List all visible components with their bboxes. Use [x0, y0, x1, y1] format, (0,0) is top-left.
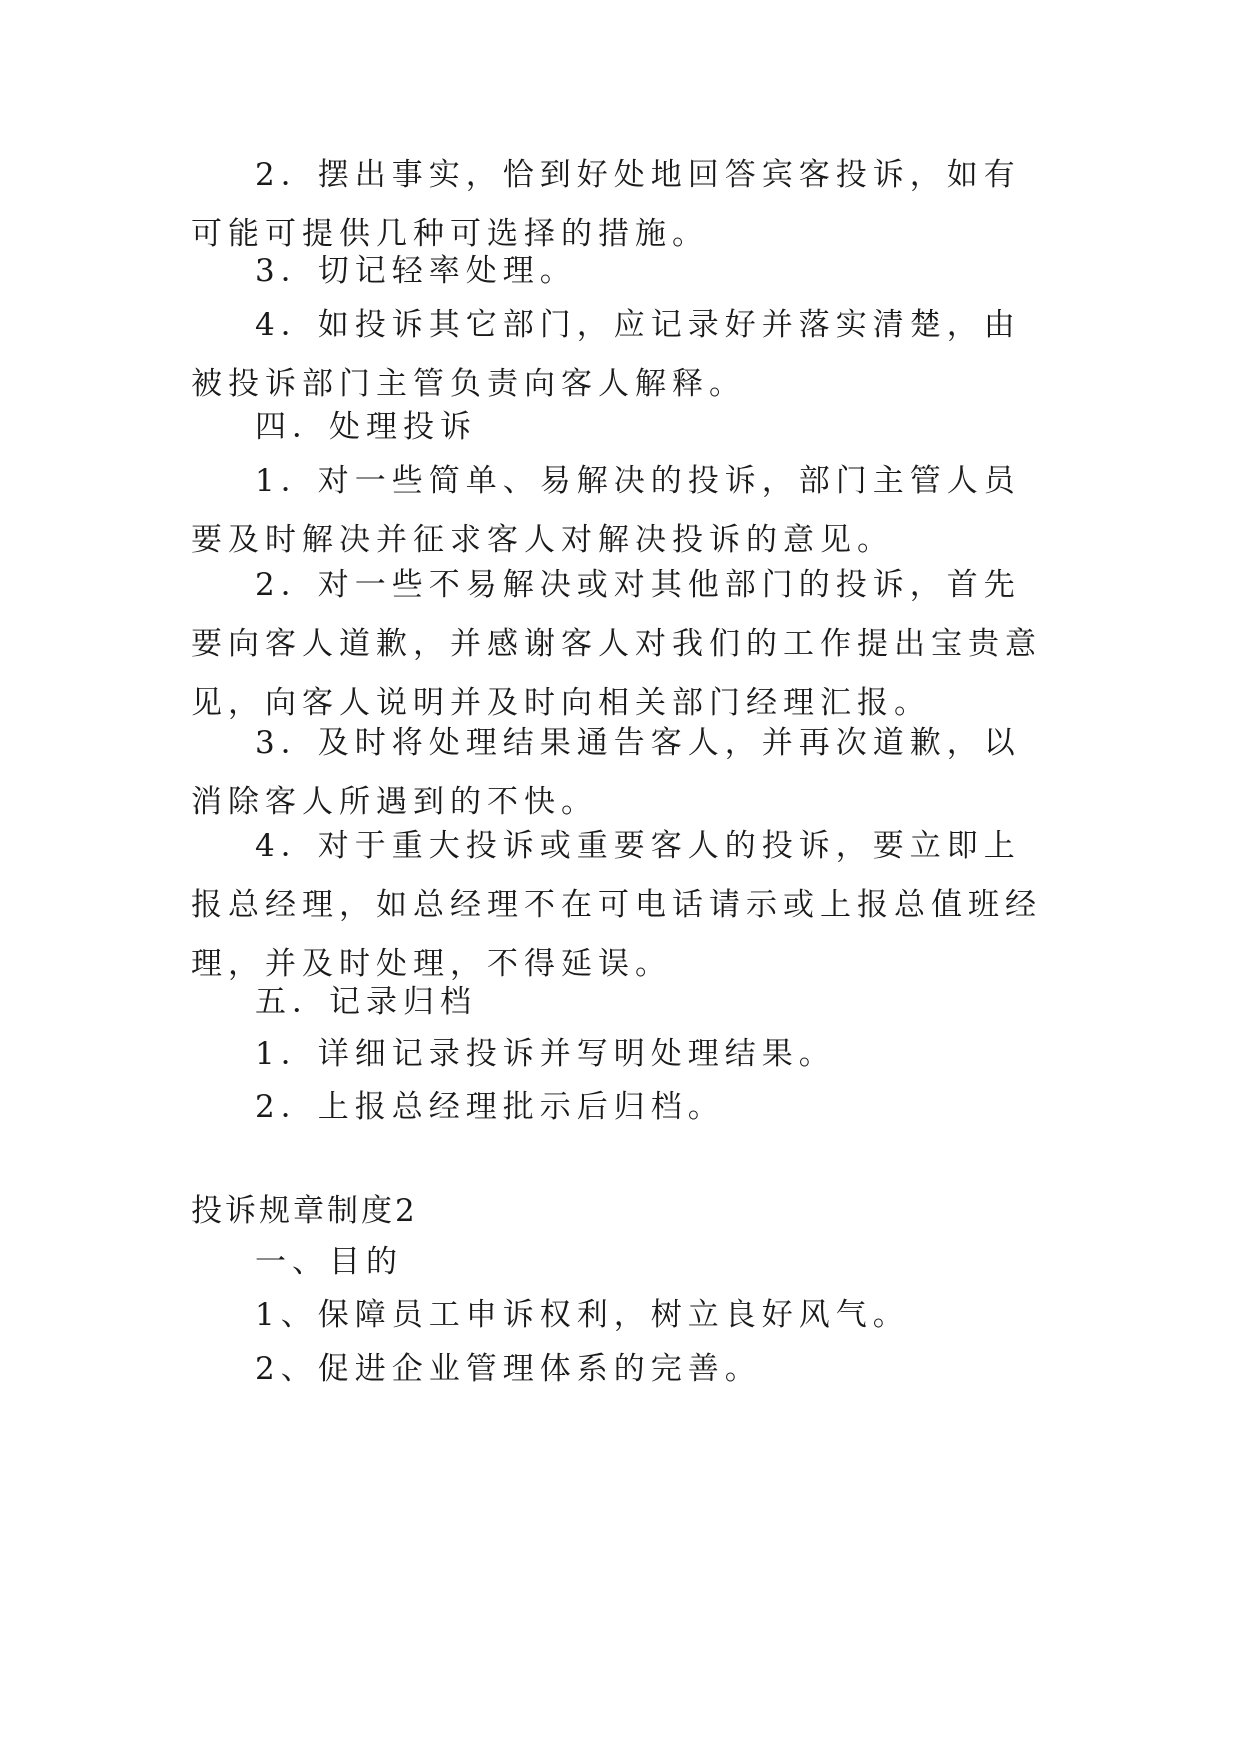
- section-title-complaint-rules-2: 投诉规章制度2: [191, 1193, 418, 1229]
- paragraph-item-1-record: 1．详细记录投诉并写明处理结果。: [255, 1036, 836, 1072]
- paragraph-item-4-major: 4．对于重大投诉或重要客人的投诉，要立即上报总经理，如总经理不在可电话请示或上报总值班经理，并及时处理，不得延误。: [191, 828, 1042, 982]
- paragraph-item-2-report: 2．上报总经理批示后归档。: [255, 1089, 725, 1125]
- paragraph-item-3-notify: 3．及时将处理结果通告客人，并再次道歉，以消除客人所遇到的不快。: [191, 725, 1021, 820]
- paragraph-purpose-1: 1、保障员工申诉权利，树立良好风气。: [255, 1297, 910, 1333]
- paragraph-item-1-simple: 1．对一些简单、易解决的投诉，部门主管人员要及时解决并征求客人对解决投诉的意见。: [191, 463, 1021, 558]
- paragraph-purpose-2: 2、促进企业管理体系的完善。: [255, 1351, 762, 1387]
- paragraph-item-2-respond: 2．摆出事实，恰到好处地回答宾客投诉，如有可能可提供几种可选择的措施。: [191, 157, 1021, 252]
- paragraph-item-2-difficult: 2．对一些不易解决或对其他部门的投诉，首先要向客人道歉，并感谢客人对我们的工作提出宝贵意见，向客人说明并及时向相关部门经理汇报。: [191, 567, 1042, 721]
- section-heading-handle-complaint: 四．处理投诉: [255, 409, 477, 445]
- section-heading-purpose: 一、目的: [255, 1244, 403, 1280]
- paragraph-item-4-other-dept: 4．如投诉其它部门，应记录好并落实清楚，由被投诉部门主管负责向客人解释。: [191, 307, 1021, 402]
- section-heading-record-archive: 五．记录归档: [255, 984, 477, 1020]
- paragraph-item-3-careful: 3．切记轻率处理。: [255, 253, 577, 289]
